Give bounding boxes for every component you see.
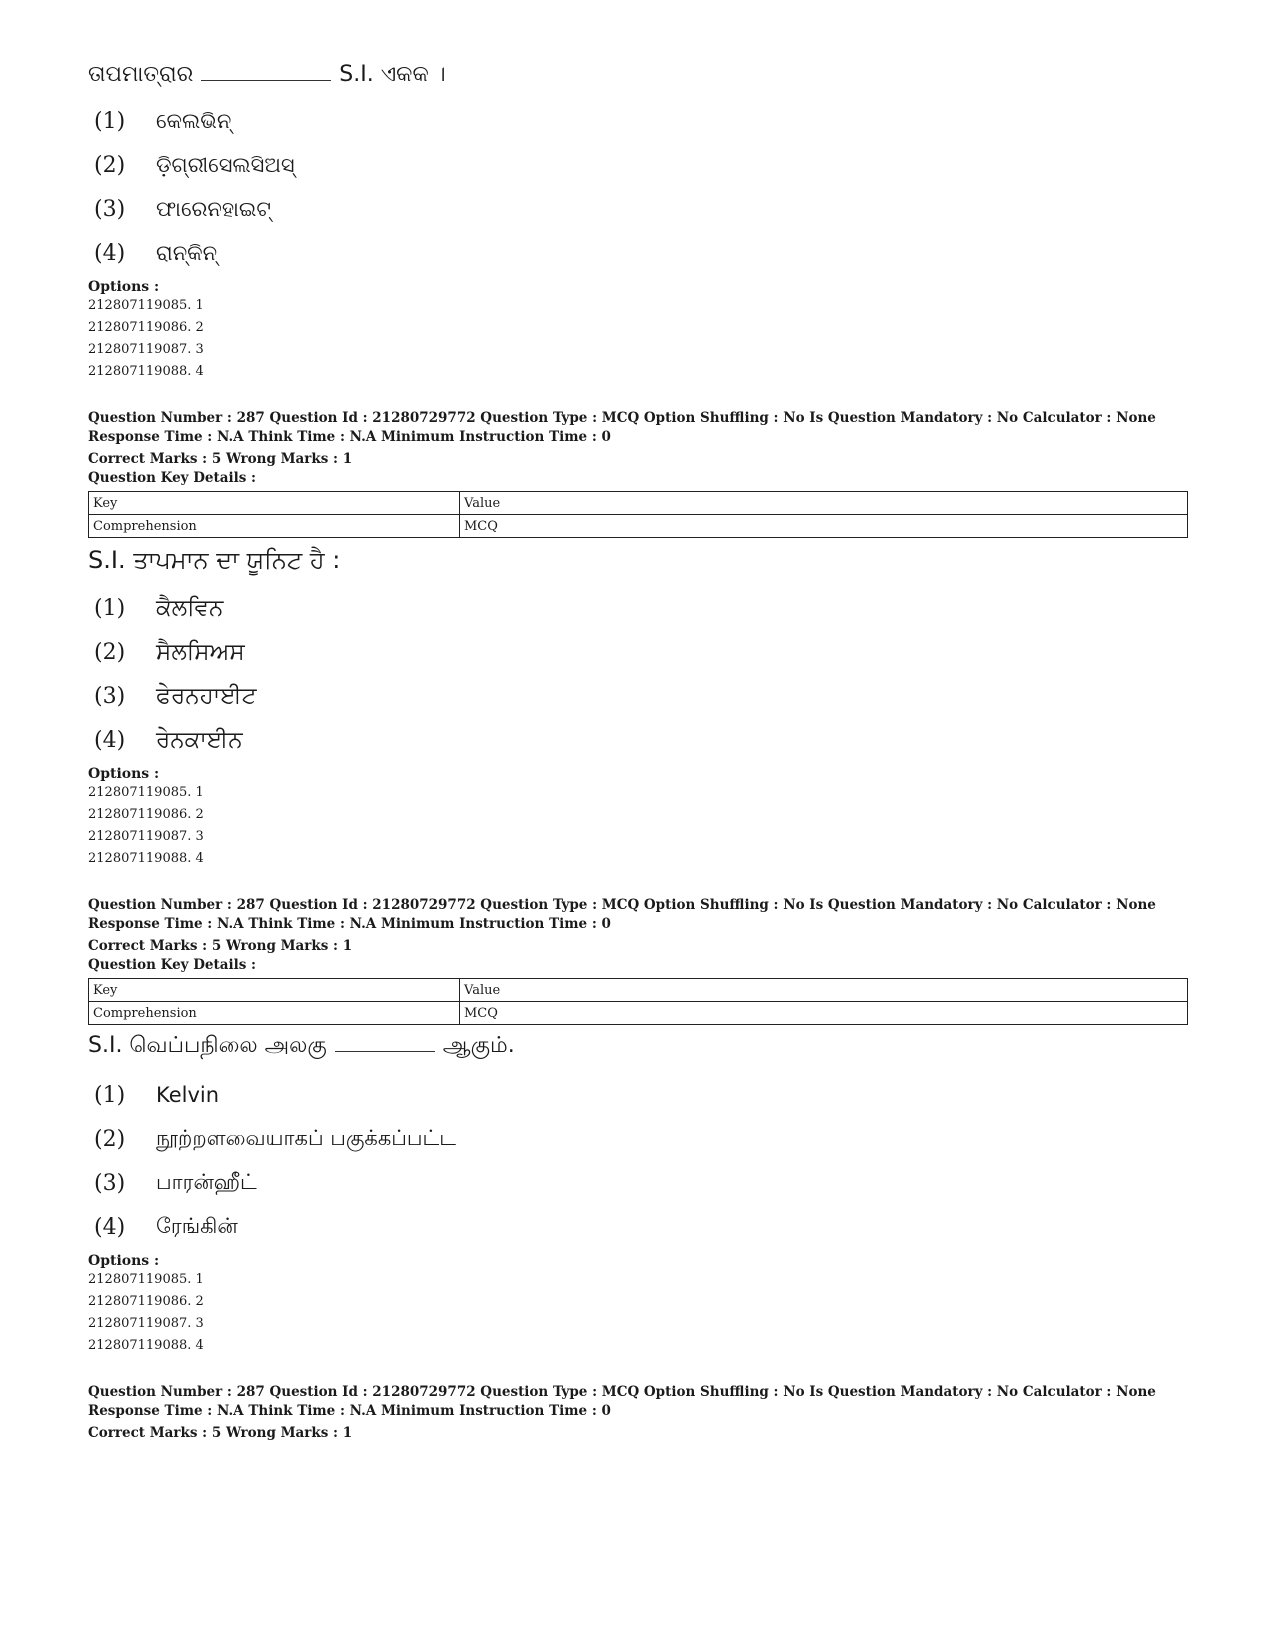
- option-item: [88, 1205, 1188, 1249]
- option-id: 212807119087. 3: [88, 829, 204, 844]
- meta-response-time: Response Time : N.A Think Time : N.A Minimum Instruction Time : 0: [88, 429, 611, 445]
- question-meta: [88, 409, 1188, 538]
- option-label: ਕੈਲਵਿਨ: [156, 595, 224, 621]
- meta-marks: Correct Marks : 5 Wrong Marks : 1: [88, 451, 353, 467]
- option-label: ਫੇਰਨਹਾਈਟ: [156, 683, 257, 709]
- option-number: (4): [94, 727, 126, 753]
- meta-marks: Correct Marks : 5 Wrong Marks : 1: [88, 938, 353, 954]
- option-id: 212807119085. 1: [88, 298, 204, 313]
- option-id: 212807119088. 4: [88, 364, 204, 379]
- meta-response-time: Response Time : N.A Think Time : N.A Minimum Instruction Time : 0: [88, 916, 611, 932]
- option-number: (3): [94, 683, 126, 709]
- question-text-end: S.I. ଏକକ ।: [339, 62, 446, 87]
- option-item: [88, 187, 1188, 231]
- option-number: (2): [94, 639, 126, 665]
- meta-response-time: Response Time : N.A Think Time : N.A Minimum Instruction Time : 0: [88, 1403, 611, 1419]
- option-number: (2): [94, 1126, 126, 1152]
- question-text-start: S.I. வெப்பநிலை அலகு: [88, 1033, 327, 1058]
- question-text-end: ஆகும்.: [442, 1033, 515, 1058]
- option-item: [88, 674, 1188, 718]
- option-id: 212807119085. 1: [88, 1272, 204, 1287]
- table-header-key: Key: [89, 979, 460, 1002]
- meta-question-info: Question Number : 287 Question Id : 21280729772 Question Type : MCQ Option Shuffling : No Is Question Mandatory : No Calculator : None: [88, 1384, 1156, 1400]
- answer-blank: [201, 80, 331, 81]
- question-meta: [88, 896, 1188, 1025]
- table-cell-value: MCQ: [460, 1002, 1188, 1025]
- option-label: Kelvin: [156, 1083, 220, 1107]
- option-id: 212807119086. 2: [88, 320, 204, 335]
- option-item: [88, 1161, 1188, 1205]
- option-item: [88, 1117, 1188, 1161]
- question-text: [88, 546, 1188, 574]
- question-block-tamil: [88, 1033, 1188, 1357]
- question-meta: [88, 1383, 1188, 1443]
- option-label: நூற்றளவையாகப் பகுக்கப்பட்ட: [156, 1125, 456, 1150]
- table-cell-key: Comprehension: [89, 515, 460, 538]
- question-text-start: ତାପମାତ୍ରାର: [88, 62, 194, 87]
- table-row: [89, 515, 1188, 538]
- meta-key-details-heading: Question Key Details :: [88, 470, 257, 486]
- option-id: 212807119088. 4: [88, 1338, 204, 1353]
- option-item: [88, 718, 1188, 762]
- table-header-value: Value: [460, 492, 1188, 515]
- meta-question-info: Question Number : 287 Question Id : 21280729772 Question Type : MCQ Option Shuffling : No Is Question Mandatory : No Calculator : None: [88, 410, 1156, 426]
- key-details-table: [88, 978, 1188, 1025]
- options-heading: Options :: [88, 1253, 160, 1269]
- option-item: [88, 586, 1188, 630]
- option-label: பாரன்ஹீட்: [156, 1169, 257, 1194]
- options-heading: Options :: [88, 766, 160, 782]
- meta-question-info: Question Number : 287 Question Id : 21280729772 Question Type : MCQ Option Shuffling : No Is Question Mandatory : No Calculator : None: [88, 897, 1156, 913]
- table-row: [89, 1002, 1188, 1025]
- option-label: ਰੇਨਕਾਈਨ: [156, 727, 243, 753]
- question-text: [88, 1033, 1188, 1061]
- table-header-value: Value: [460, 979, 1188, 1002]
- option-item: [88, 143, 1188, 187]
- option-label: କେଲଭିନ୍: [156, 108, 232, 133]
- question-block-odia: [88, 62, 1188, 383]
- option-item: [88, 231, 1188, 275]
- question-paper-page: [88, 62, 1188, 1443]
- option-id: 212807119088. 4: [88, 851, 204, 866]
- option-number: (1): [94, 108, 126, 134]
- option-id: 212807119087. 3: [88, 1316, 204, 1331]
- option-label: ଫାରେନହାଇଟ୍: [156, 196, 271, 221]
- meta-key-details-heading: Question Key Details :: [88, 957, 257, 973]
- table-header-key: Key: [89, 492, 460, 515]
- option-number: (3): [94, 1170, 126, 1196]
- key-details-table: [88, 491, 1188, 538]
- option-id: 212807119086. 2: [88, 807, 204, 822]
- option-id: 212807119085. 1: [88, 785, 204, 800]
- option-item: [88, 99, 1188, 143]
- option-id: 212807119087. 3: [88, 342, 204, 357]
- option-number: (1): [94, 1082, 126, 1108]
- option-id: 212807119086. 2: [88, 1294, 204, 1309]
- option-item: [88, 1073, 1188, 1117]
- option-label: ରାନ୍‌କିନ୍: [156, 240, 218, 265]
- option-item: [88, 630, 1188, 674]
- table-row: [89, 492, 1188, 515]
- option-number: (3): [94, 196, 126, 222]
- meta-marks: Correct Marks : 5 Wrong Marks : 1: [88, 1425, 353, 1441]
- question-text-start: S.I. ਤਾਪਮਾਨ ਦਾ ਯੂਨਿਟ ਹੈ :: [88, 546, 341, 574]
- table-cell-value: MCQ: [460, 515, 1188, 538]
- option-number: (2): [94, 152, 126, 178]
- option-number: (4): [94, 1214, 126, 1240]
- option-label: ਸੈਲਸਿਅਸ: [156, 639, 245, 665]
- question-text: [88, 62, 1188, 87]
- options-heading: Options :: [88, 279, 160, 295]
- option-label: ரேங்கின்: [156, 1213, 238, 1238]
- option-number: (4): [94, 240, 126, 266]
- option-label: ଡ଼ିଗ୍ରୀସେଲସିଅସ୍: [156, 152, 295, 177]
- question-block-punjabi: [88, 546, 1188, 870]
- answer-blank: [335, 1051, 435, 1052]
- table-row: [89, 979, 1188, 1002]
- option-number: (1): [94, 595, 126, 621]
- table-cell-key: Comprehension: [89, 1002, 460, 1025]
